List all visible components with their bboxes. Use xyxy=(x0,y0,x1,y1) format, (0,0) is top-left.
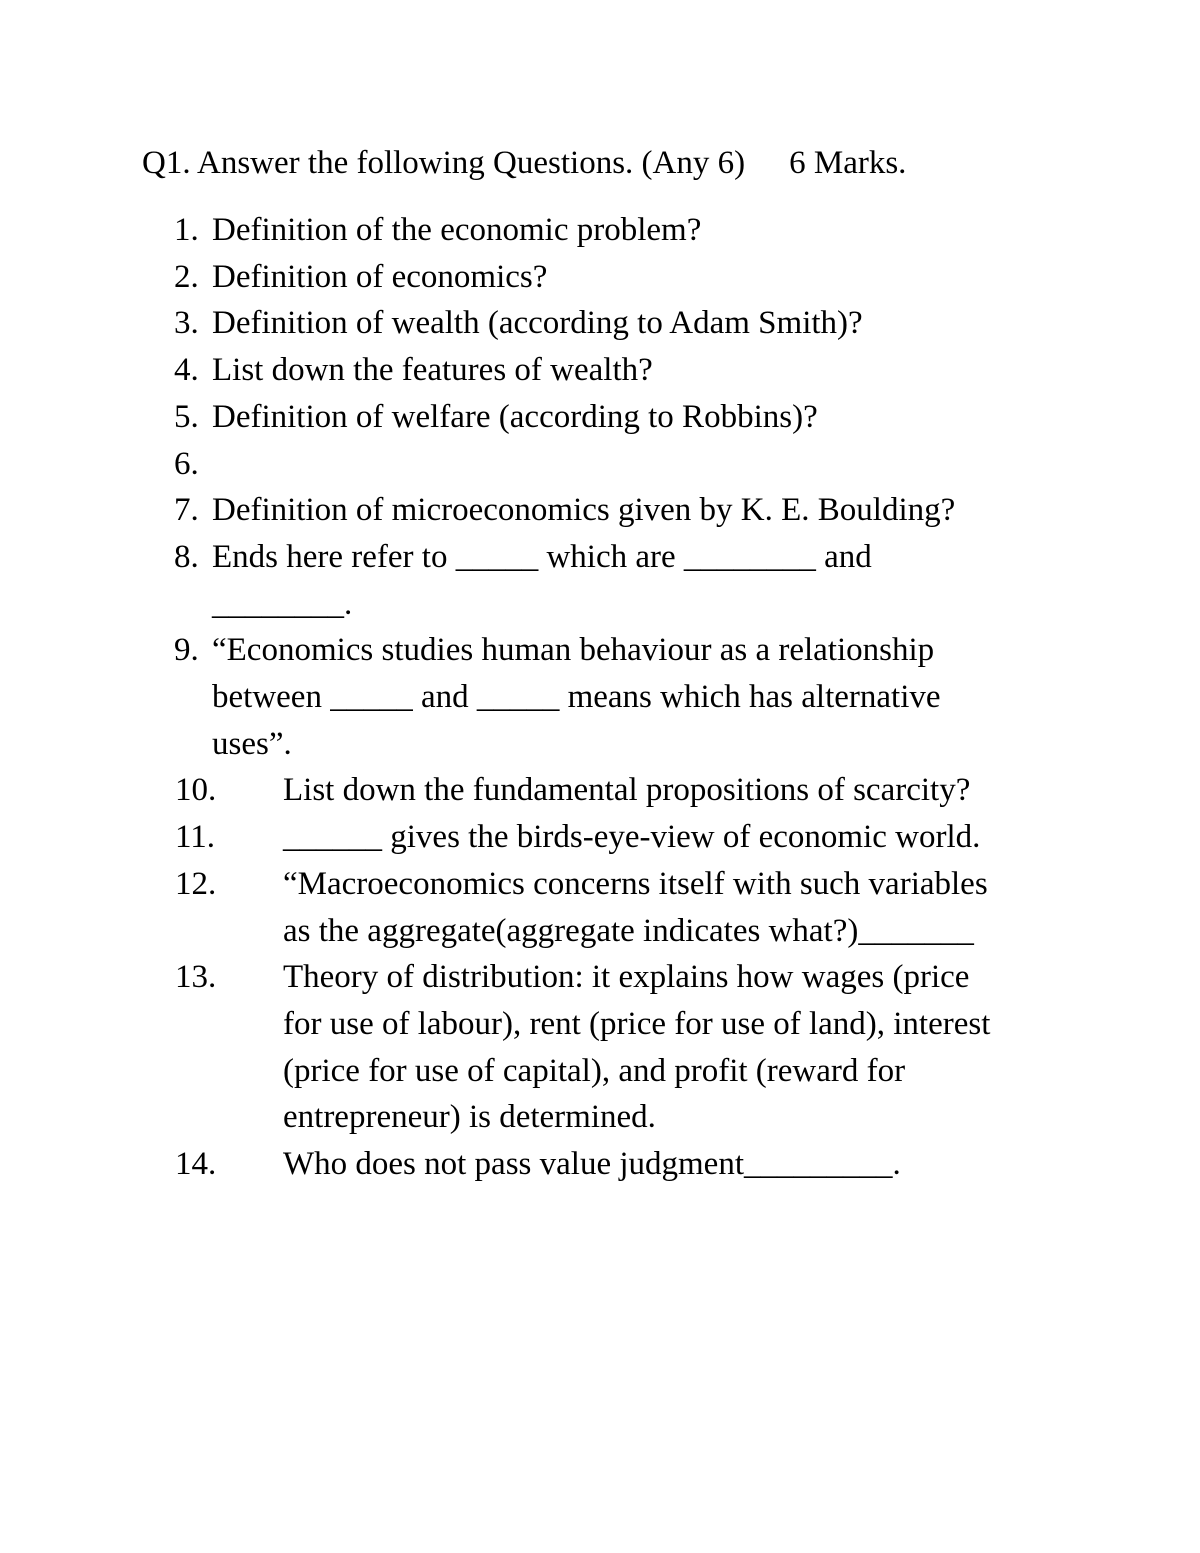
question-text-line: Definition of wealth (according to Adam Smith)? xyxy=(212,305,863,342)
question-text-line: as the aggregate(aggregate indicates what?)_______ xyxy=(283,912,974,949)
question-item xyxy=(0,254,1200,301)
heading-text: Q1. Answer the following Questions. (Any 6) xyxy=(142,145,746,181)
question-item xyxy=(0,347,1200,394)
question-text xyxy=(212,627,1042,767)
question-text xyxy=(212,441,1042,488)
question-text xyxy=(212,954,1042,1141)
question-text-line xyxy=(212,441,1042,488)
question-text-line: “Economics studies human behaviour as a relationship xyxy=(212,632,935,669)
question-text-line: Who does not pass value judgment_________. xyxy=(283,1146,901,1183)
question-heading xyxy=(142,141,906,185)
question-text-line: “Macroeconomics concerns itself with such variables xyxy=(283,865,988,902)
question-text-line: List down the fundamental propositions of scarcity? xyxy=(283,772,971,809)
question-text-line: ______ gives the birds-eye-view of economic world. xyxy=(283,819,981,856)
question-number: 10. xyxy=(175,772,217,809)
question-number: 2. xyxy=(174,258,199,295)
question-text xyxy=(212,394,1042,441)
question-number: 8. xyxy=(174,538,199,575)
question-item xyxy=(0,954,1200,1141)
question-text-line: Ends here refer to _____ which are ________ and xyxy=(212,538,872,575)
question-text xyxy=(212,814,1042,861)
question-number: 6. xyxy=(174,445,199,482)
question-text-line: uses”. xyxy=(212,725,292,762)
question-item xyxy=(0,627,1200,767)
question-item xyxy=(0,487,1200,534)
question-number: 3. xyxy=(174,305,199,342)
question-item xyxy=(0,1141,1200,1188)
question-number: 11. xyxy=(175,819,216,856)
question-number: 12. xyxy=(175,865,217,902)
question-text-line: entrepreneur) is determined. xyxy=(283,1099,656,1136)
question-text xyxy=(212,1141,1042,1188)
question-text xyxy=(212,254,1042,301)
question-number: 5. xyxy=(174,398,199,435)
question-item xyxy=(0,767,1200,814)
question-text xyxy=(212,487,1042,534)
question-number: 4. xyxy=(174,352,199,389)
question-text xyxy=(212,207,1042,254)
question-number: 14. xyxy=(175,1146,217,1183)
question-text xyxy=(212,300,1042,347)
question-list xyxy=(0,207,1200,1188)
question-text-line: Definition of the economic problem? xyxy=(212,212,702,248)
question-number: 1. xyxy=(174,212,199,248)
heading-marks: 6 Marks. xyxy=(789,145,907,181)
question-number: 9. xyxy=(174,632,199,669)
question-text-line: Definition of economics? xyxy=(212,258,548,295)
question-text-line: Definition of microeconomics given by K. E. Boulding? xyxy=(212,492,956,529)
question-number: 13. xyxy=(175,959,217,996)
question-item xyxy=(0,534,1200,627)
question-text xyxy=(212,534,1042,627)
question-text-line: Theory of distribution: it explains how wages (price xyxy=(283,959,970,996)
question-number: 7. xyxy=(174,492,199,529)
question-item xyxy=(0,441,1200,488)
question-text-line: List down the features of wealth? xyxy=(212,352,653,389)
question-text-line: ________. xyxy=(212,585,353,622)
question-item xyxy=(0,394,1200,441)
question-item xyxy=(0,207,1200,254)
question-text xyxy=(212,347,1042,394)
question-text xyxy=(212,767,1042,814)
question-item xyxy=(0,814,1200,861)
question-text-line: Definition of welfare (according to Robbins)? xyxy=(212,398,818,435)
question-text-line: (price for use of capital), and profit (reward for xyxy=(283,1052,906,1089)
question-item xyxy=(0,300,1200,347)
question-text xyxy=(212,861,1042,954)
question-item xyxy=(0,861,1200,954)
question-text-line: between _____ and _____ means which has alternative xyxy=(212,679,941,716)
question-text-line: for use of labour), rent (price for use of land), interest xyxy=(283,1005,991,1042)
